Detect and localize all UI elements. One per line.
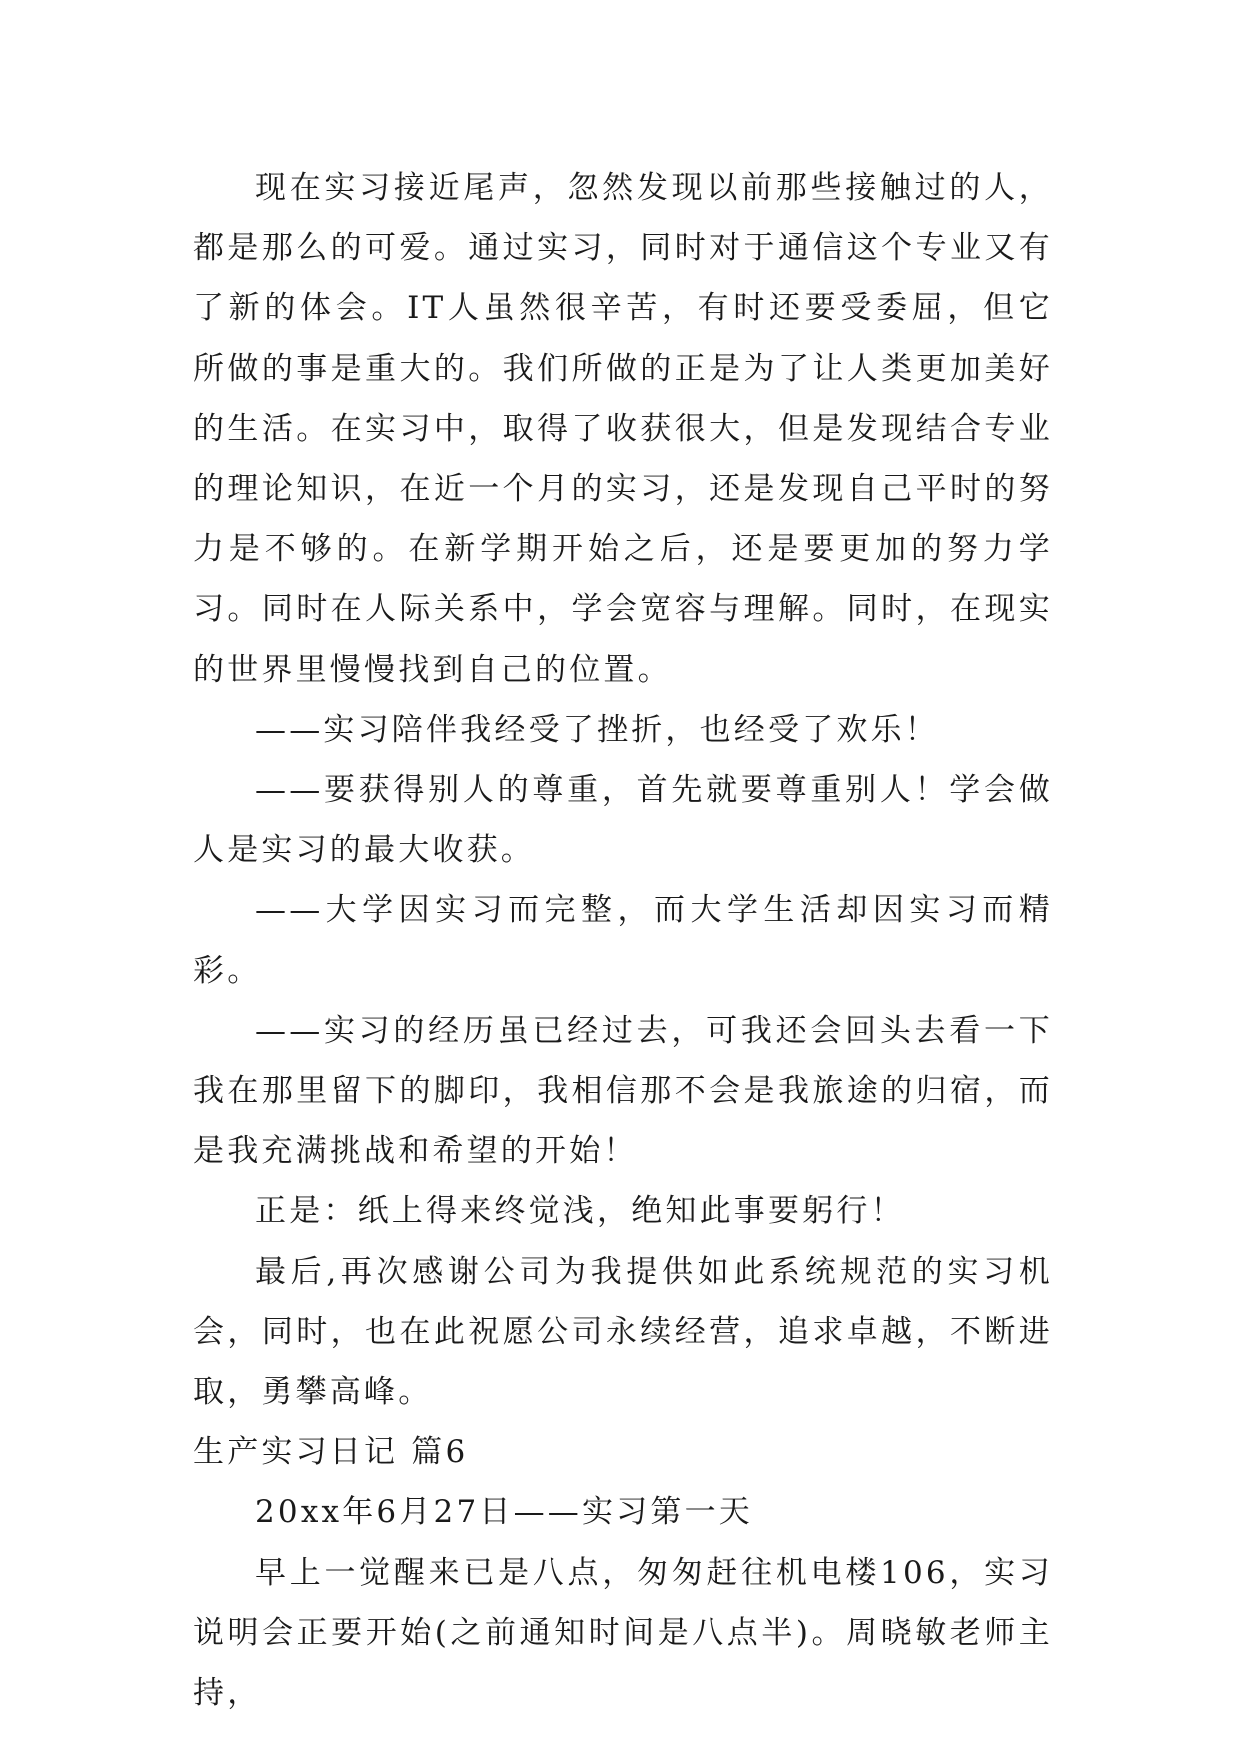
paragraph-quote-2: ——要获得别人的尊重，首先就要尊重别人！学会做人是实习的最大收获。 bbox=[193, 772, 1053, 869]
paragraph-quote-1: ——实习陪伴我经受了挫折，也经受了欢乐！ bbox=[255, 711, 939, 748]
document-body bbox=[193, 158, 1053, 1723]
paragraph-quote-3: ——大学因实习而完整，而大学生活却因实习而精彩。 bbox=[193, 892, 1053, 989]
paragraph-quote-4: ——实习的经历虽已经过去，可我还会回头去看一下我在那里留下的脚印，我相信那不会是我旅途的归宿，而是我充满挑战和希望的开始！ bbox=[193, 1012, 1053, 1170]
paragraph-reflection: 现在实习接近尾声，忽然发现以前那些接触过的人，都是那么的可爱。通过实习，同时对于通信这个专业又有了新的体会。IT人虽然很辛苦，有时还要受委屈，但它所做的事是重大的。我们所做的正是为了让人类更加美好的生活。在实习中，取得了收获很大，但是发现结合专业的理论知识，在近一个月的实习，还是发现自己平时的努力是不够的。在新学期开始之后，还是要更加的努力学习。同时在人际关系中，学会宽容与理解。同时，在现实的世界里慢慢找到自己的位置。 bbox=[193, 170, 1053, 688]
diary-date: 20xx年6月27日——实习第一天 bbox=[255, 1494, 753, 1531]
paragraph-thanks: 最后,再次感谢公司为我提供如此系统规范的实习机会，同时，也在此祝愿公司永续经营，追求卓越，不断进取，勇攀高峰。 bbox=[193, 1253, 1053, 1411]
paragraph-proverb: 正是：纸上得来终觉浅，绝知此事要躬行！ bbox=[255, 1193, 905, 1230]
diary-paragraph: 早上一觉醒来已是八点，匆匆赶往机电楼106，实习说明会正要开始(之前通知时间是八点半)。周晓敏老师主持， bbox=[193, 1554, 1053, 1712]
section-heading: 生产实习日记 篇6 bbox=[193, 1434, 469, 1471]
